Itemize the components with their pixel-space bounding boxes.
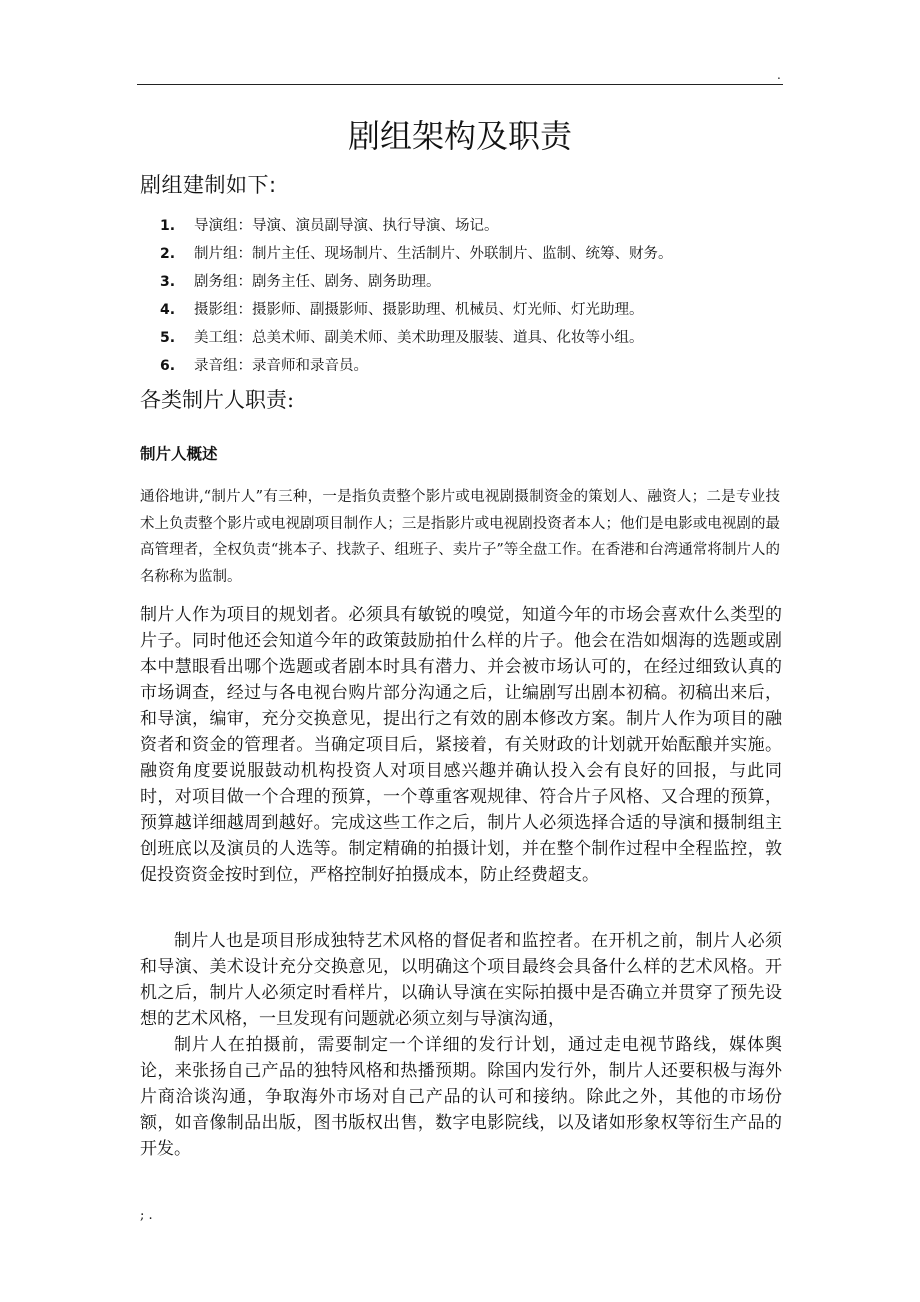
list-item	[160, 212, 673, 240]
overview-paragraph: 通俗地讲,“制片人”有三种，一是指负责整个影片或电视剧摄制资金的策划人、融资人；二是专业技术上负责整个影片或电视剧项目制作人；三是指影片或电视剧投资者本人；他们是电影或电视剧的最高管理者，全权负责“挑本子、找款子、组班子、卖片子”等全盘工作。在香港和台湾通常将制片人的名称称为监制。	[140, 489, 780, 585]
body-paragraph: 制片人也是项目形成独特艺术风格的督促者和监控者。在开机之前，制片人必须和导演、美术设计充分交换意见，以明确这个项目最终会具备什么样的艺术风格。开机之后，制片人必须定时看样片，以确认导演在实际拍摄中是否确立并贯穿了预先设想的艺术风格，一旦发现有问题就必须立刻与导演沟通，	[140, 931, 782, 1029]
page-title: 剧组架构及职责	[347, 117, 572, 155]
list-item	[160, 296, 673, 324]
subheading-producer-overview: 制片人概述	[140, 445, 218, 463]
list-item-number: 3.	[160, 274, 176, 290]
header-rule	[137, 84, 783, 85]
list-item-text: 导演组：导演、演员副导演、执行导演、场记。	[194, 218, 499, 234]
list-item	[160, 352, 673, 380]
section-heading-producer-roles: 各类制片人职责:	[140, 388, 295, 412]
list-item-text: 摄影组：摄影师、副摄影师、摄影助理、机械员、灯光师、灯光助理。	[194, 302, 644, 318]
list-item	[160, 324, 673, 352]
list-item	[160, 240, 673, 268]
list-item-number: 4.	[160, 302, 176, 318]
list-item-text: 美工组：总美术师、副美术师、美术助理及服装、道具、化妆等小组。	[194, 330, 644, 346]
list-item-number: 6.	[160, 358, 176, 374]
body-paragraph: 制片人作为项目的规划者。必须具有敏锐的嗅觉，知道今年的市场会喜欢什么类型的片子。同时他还会知道今年的政策鼓励拍什么样的片子。他会在浩如烟海的选题或剧本中慧眼看出哪个选题或者剧本时具有潜力、并会被市场认可的，在经过细致认真的市场调查，经过与各电视台购片部分沟通之后，让编剧写出剧本初稿。初稿出来后，和导演，编审，充分交换意见，提出行之有效的剧本修改方案。制片人作为项目的融资者和资金的管理者。当确定项目后，紧接着，有关财政的计划就开始酝酿并实施。融资角度要说服鼓动机构投资人对项目感兴趣并确认投入会有良好的回报，与此同时，对项目做一个合理的预算，一个尊重客观规律、符合片子风格、又合理的预算，预算越详细越周到越好。完成这些工作之后，制片人必须选择合适的导演和摄制组主创班底以及演员的人选等。制定精确的拍摄计划，并在整个制作过程中全程监控，敦促投资资金按时到位，严格控制好拍摄成本，防止经费超支。	[140, 605, 782, 885]
footer-mark: ; .	[140, 1208, 153, 1223]
header-mark: .	[777, 68, 781, 82]
list-item-number: 1.	[160, 218, 176, 234]
body-paragraph: 制片人在拍摄前，需要制定一个详细的发行计划，通过走电视节路线，媒体舆论，来张扬自己产品的独特风格和热播预期。除国内发行外，制片人还要积极与海外片商洽谈沟通，争取海外市场对自己产品的认可和接纳。除此之外，其他的市场份额，如音像制品出版，图书版权出售，数字电影院线，以及诸如形象权等衍生产品的开发。	[140, 1035, 782, 1159]
list-item-number: 2.	[160, 246, 176, 262]
list-item-text: 制片组：制片主任、现场制片、生活制片、外联制片、监制、统筹、财务。	[194, 246, 673, 262]
list-item-text: 录音组：录音师和录音员。	[194, 358, 368, 374]
organization-list	[160, 212, 673, 380]
list-item	[160, 268, 673, 296]
list-item-text: 剧务组：剧务主任、剧务、剧务助理。	[194, 274, 441, 290]
section-heading-organization: 剧组建制如下:	[140, 173, 277, 197]
list-item-number: 5.	[160, 330, 176, 346]
